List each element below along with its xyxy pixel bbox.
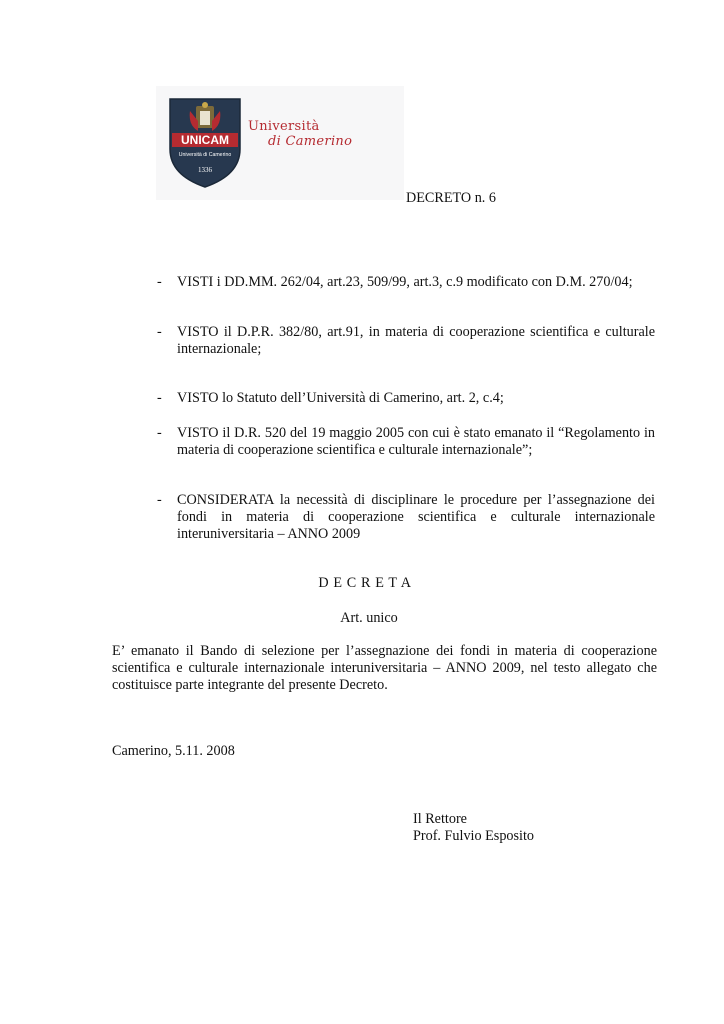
wordmark-line-1: Università xyxy=(248,119,320,134)
bullet-text: VISTI i DD.MM. 262/04, art.23, 509/99, art.3, c.9 modificato con D.M. 270/04; xyxy=(177,274,633,290)
signature-name: Prof. Fulvio Esposito xyxy=(413,828,535,844)
signature-role: Il Rettore xyxy=(413,811,467,827)
decree-number: DECRETO n. 6 xyxy=(406,190,496,206)
wordmark-line-2: di Camerino xyxy=(268,134,353,149)
bullet-dash: - xyxy=(157,274,162,290)
bullet-dash: - xyxy=(157,324,162,340)
place-date: Camerino, 5.11. 2008 xyxy=(112,743,235,759)
bullet-text: CONSIDERATA la necessità di disciplinare le procedure per l’assegnazione dei fondi in materia di cooperazione scientifica e culturale internazionale interuniversitaria – ANNO 2009 xyxy=(177,492,655,542)
decreta-heading: D E C R E T A xyxy=(318,575,412,591)
shield-year: 1336 xyxy=(198,166,212,174)
bullet-dash: - xyxy=(157,390,162,406)
shield-text: UNICAM xyxy=(181,133,229,147)
bullet-text: VISTO il D.P.R. 382/80, art.91, in materia di cooperazione scientifica e culturale internazionale; xyxy=(177,324,655,357)
main-paragraph: E’ emanato il Bando di selezione per l’assegnazione dei fondi in materia di cooperazione scientifica e culturale internazionale interuniversitaria – ANNO 2009, nel testo allegato che costituisce parte integrante del presente Decreto. xyxy=(112,643,657,693)
shield-subtext: Università di Camerino xyxy=(178,152,232,158)
university-wordmark xyxy=(248,119,352,149)
bullet-dash: - xyxy=(157,492,162,508)
unicam-shield-icon xyxy=(168,97,242,189)
bullet-dash: - xyxy=(157,425,162,441)
article-heading: Art. unico xyxy=(340,610,398,626)
signature-block xyxy=(413,811,534,845)
bullet-text: VISTO il D.R. 520 del 19 maggio 2005 con cui è stato emanato il “Regolamento in materia di cooperazione scientifica e culturale internazionale”; xyxy=(177,425,655,458)
university-logo xyxy=(156,86,404,200)
bullet-text: VISTO lo Statuto dell’Università di Camerino, art. 2, c.4; xyxy=(177,390,504,406)
